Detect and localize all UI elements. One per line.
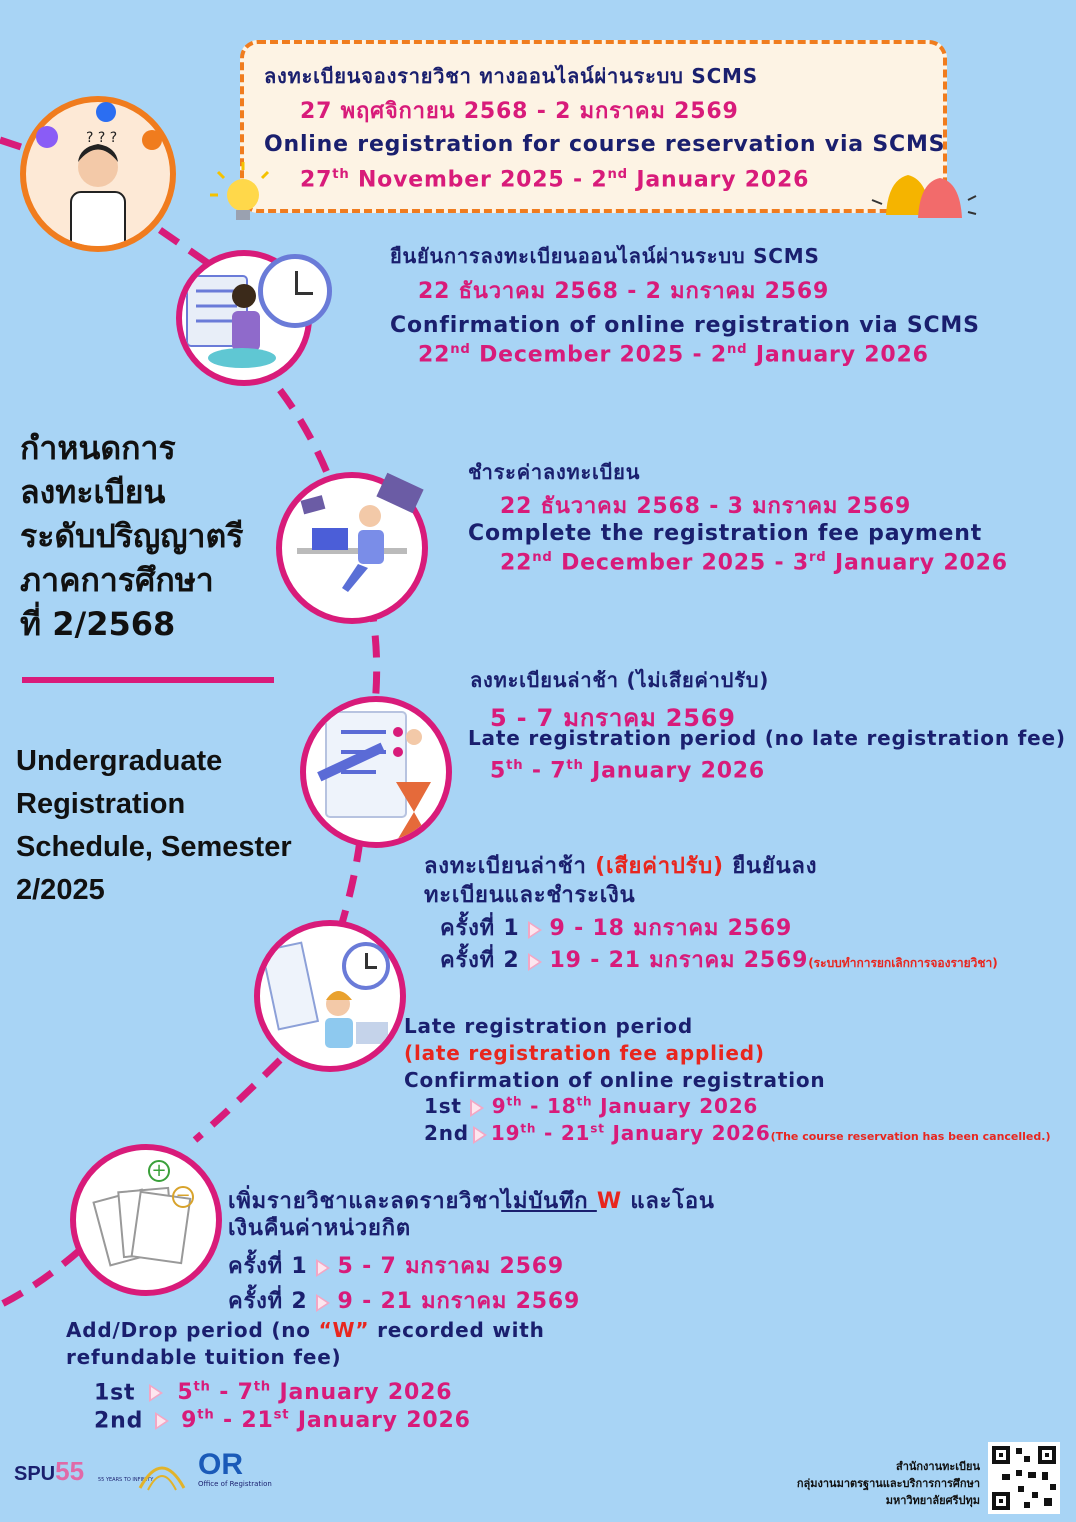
- title-en-line-1: Undergraduate: [16, 745, 223, 777]
- step5-en-round2: 2nd 19th - 21st January 2026(The course reservation has been cancelled.): [424, 1121, 1051, 1145]
- lightbulb-icon: [208, 160, 278, 230]
- confused-person-illustration: [20, 96, 176, 252]
- qr-code-icon[interactable]: [988, 1442, 1060, 1514]
- step5-en-1: Late registration period: [404, 1014, 693, 1038]
- arrow-icon: [528, 921, 542, 939]
- step5-th-2: ทะเบียนและชำระเงิน: [424, 883, 636, 908]
- arrow-icon: [149, 1384, 163, 1402]
- step5-en-2: Confirmation of online registration: [404, 1068, 826, 1092]
- office-of-registration-logo: OR Office of Registration: [198, 1448, 272, 1488]
- title-th-line-5: ที่ 2/2568: [20, 605, 176, 643]
- step5-th: ลงทะเบียนล่าช้า (เสียค่าปรับ) ยืนยันลง: [424, 854, 818, 879]
- step3-date-th: 22 ธันวาคม 2568 - 3 มกราคม 2569: [500, 494, 912, 519]
- arrow-icon: [528, 953, 542, 971]
- bells-icon: [868, 160, 978, 230]
- step6-th-2: เงินคืนค่าหน่วยกิต: [228, 1216, 411, 1241]
- step3-en: Complete the registration fee payment: [468, 521, 983, 546]
- minus-icon: −: [172, 1186, 194, 1208]
- step5-en-round1: 1st 9th - 18th January 2026: [424, 1094, 759, 1118]
- crop-icon: [142, 130, 162, 150]
- step2-en: Confirmation of online registration via SCMS: [390, 313, 980, 338]
- step1-date-th: 27 พฤศจิกายน 2568 - 2 มกราคม 2569: [300, 99, 739, 124]
- arrow-icon: [155, 1412, 169, 1430]
- step5-en-red: (late registration fee applied): [404, 1041, 765, 1065]
- step4-en: Late registration period (no late registration fee): [468, 726, 1066, 750]
- org-line-3: มหาวิทยาลัยศรีปทุม: [885, 1494, 980, 1507]
- svg-text:? ? ?: ? ? ?: [86, 130, 118, 146]
- title-en-line-2: Registration: [16, 788, 186, 820]
- title-th-line-3: ระดับปริญญาตรี: [20, 517, 244, 555]
- title-thai: [20, 426, 243, 646]
- step4-date-th: 5 - 7 มกราคม 2569: [490, 704, 736, 732]
- arrow-icon: [316, 1259, 330, 1277]
- clock-icon: [342, 942, 390, 990]
- org-line-2: กลุ่มงานมาตรฐานและบริการการศึกษา: [796, 1477, 980, 1490]
- documents-illustration: [70, 1144, 222, 1296]
- step3-date-en: 22nd December 2025 - 3rd January 2026: [500, 550, 1008, 576]
- step4-th: ลงทะเบียนล่าช้า (ไม่เสียค่าปรับ): [470, 668, 770, 692]
- step6-en-round2: 2nd 9th - 21st January 2026: [94, 1408, 471, 1434]
- plus-icon: +: [148, 1160, 170, 1182]
- step1-th: ลงทะเบียนจองรายวิชา ทางออนไลน์ผ่านระบบ SCMS: [264, 64, 758, 88]
- title-th-line-4: ภาคการศึกษา: [20, 561, 214, 599]
- step6-en-round1: 1st 5th - 7th January 2026: [94, 1380, 453, 1406]
- step2-date-en: 22nd December 2025 - 2nd January 2026: [418, 342, 929, 368]
- step1-en: Online registration for course reservation via SCMS: [264, 132, 946, 157]
- step6-en-2: refundable tuition fee): [66, 1345, 342, 1369]
- title-th-line-2: ลงทะเบียน: [20, 473, 166, 511]
- paint-icon: [36, 126, 58, 148]
- arrow-icon: [316, 1294, 330, 1312]
- step6-en: Add/Drop period (no “W” recorded with: [66, 1318, 545, 1342]
- checklist-hourglass-illustration: [300, 696, 452, 848]
- arrow-icon: [473, 1126, 487, 1144]
- organization-info: [797, 1458, 980, 1509]
- step1-date-en: 27th November 2025 - 2nd January 2026: [300, 167, 810, 193]
- person-clipboard-illustration: [254, 920, 406, 1072]
- step6-round1: ครั้งที่ 1 5 - 7 มกราคม 2569: [228, 1254, 564, 1279]
- title-en-line-3: Schedule, Semester: [16, 831, 292, 863]
- arrow-icon: [470, 1099, 484, 1117]
- step5-round1: ครั้งที่ 1 9 - 18 มกราคม 2569: [440, 916, 793, 941]
- spu-logo: SPU55 55 YEARS TO INFINITY: [14, 1456, 154, 1486]
- title-english: [16, 740, 292, 912]
- step6-th: เพิ่มรายวิชาและลดรายวิชาไม่บันทึก W และโอน: [228, 1189, 715, 1214]
- step5-round2: ครั้งที่ 2 19 - 21 มกราคม 2569(ระบบทำการยกเลิกการจองรายวิชา): [440, 948, 998, 973]
- title-en-line-4: 2/2025: [16, 874, 105, 906]
- title-th-line-1: กำหนดการ: [20, 429, 176, 467]
- step6-round2: ครั้งที่ 2 9 - 21 มกราคม 2569: [228, 1289, 581, 1314]
- step2-date-th: 22 ธันวาคม 2568 - 2 มกราคม 2569: [418, 279, 830, 304]
- org-line-1: สำนักงานทะเบียน: [895, 1460, 980, 1473]
- step3-th: ชำระค่าลงทะเบียน: [468, 460, 641, 484]
- at-icon: [96, 102, 116, 122]
- education-standard-logo: [134, 1448, 190, 1498]
- step4-date-en: 5th - 7th January 2026: [490, 758, 766, 784]
- title-divider: [22, 677, 274, 683]
- clock-icon: [258, 254, 332, 328]
- step2-th: ยืนยันการลงทะเบียนออนไลน์ผ่านระบบ SCMS: [390, 244, 820, 268]
